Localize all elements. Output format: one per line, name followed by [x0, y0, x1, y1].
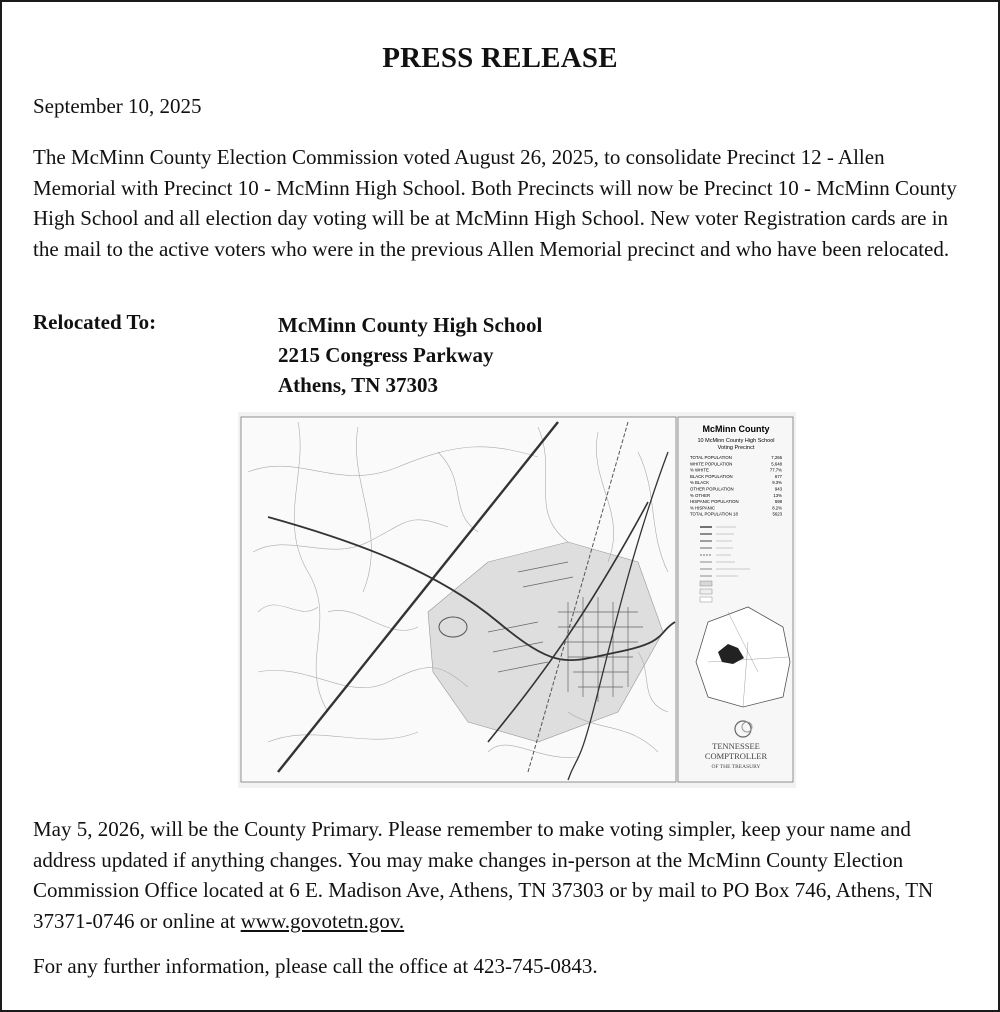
legend-stat-value: 77.7% — [769, 467, 782, 473]
legend-stat-label: TOTAL POPULATION — [690, 455, 732, 460]
logo-line-1: TENNESSEE — [712, 741, 760, 751]
logo-line-3: OF THE TREASURY — [711, 764, 761, 770]
legend-subtitle-1: 10 McMinn County High School — [697, 438, 775, 444]
logo-line-2: COMPTROLLER — [704, 751, 768, 761]
city-state-zip: Athens, TN 37303 — [278, 373, 439, 397]
relocated-to-label: Relocated To: — [33, 310, 157, 334]
legend-stat-value: 5623 — [772, 511, 782, 517]
school-name: McMinn County High School — [278, 313, 543, 337]
street-address: 2215 Congress Parkway — [278, 343, 494, 367]
legend-stat-value: 943 — [774, 486, 782, 492]
page-title: PRESS RELEASE — [382, 42, 618, 74]
map-panel — [241, 417, 676, 782]
intro-paragraph: The McMinn County Election Commission voted August 26, 2025, to consolidate Precinct 12 - Allen Memorial with Precinct 10 - McMinn High School. Both Precincts will now be Precinct 10 - McMinn County High School and all election day voting will be at McMinn High School. New voter Registration cards are in the mail to the active voters who were in the previous Allen Memorial precinct and who have been relocated. — [33, 145, 957, 261]
website-link[interactable]: www.govotetn.gov. — [240, 908, 405, 933]
contact-line: For any further information, please call the office at 423-745-0843. — [33, 954, 598, 978]
legend-stat-value: 598 — [774, 499, 782, 505]
outro-paragraph — [33, 814, 963, 936]
legend-stat-label: HISPANIC POPULATION — [690, 499, 739, 505]
legend-stat-label: % WHITE — [690, 467, 709, 473]
legend-stat-value: 13% — [773, 492, 782, 498]
legend-stat-value: 8.2% — [772, 505, 782, 511]
legend-stat-value: 9.3% — [772, 480, 782, 486]
legend-stat-label: WHITE POPULATION — [690, 461, 733, 467]
map-legend — [678, 417, 793, 782]
legend-stat-label: % BLACK — [690, 480, 710, 486]
legend-stat-label: OTHER POPULATION — [690, 486, 734, 492]
legend-stat-label: % OTHER — [690, 492, 711, 498]
legend-subtitle-2: Voting Precinct — [717, 445, 755, 451]
legend-stat-value: 5,648 — [771, 461, 782, 467]
precinct-map — [238, 412, 796, 788]
legend-title: McMinn County — [702, 424, 770, 434]
legend-stat-value: 7,266 — [771, 455, 782, 460]
release-date: September 10, 2025 — [33, 94, 202, 118]
legend-stat-label: BLACK POPULATION — [690, 473, 733, 479]
relocation-address — [278, 310, 542, 400]
legend-stat-value: 677 — [774, 473, 782, 479]
outro-text: May 5, 2026, will be the County Primary. Please remember to make voting simpler, keep your name and address updated if anything changes. You may make changes in-person at the McMinn County Election Commission Office located at 6 E. Madison Ave, Athens, TN 37303 or by mail to PO Box 746, Athens, TN 37371-0746 or online at — [33, 817, 934, 933]
legend-stat-label: % HISPANIC — [690, 505, 715, 511]
legend-stat-label: TOTAL POPULATION 18 — [690, 511, 738, 517]
